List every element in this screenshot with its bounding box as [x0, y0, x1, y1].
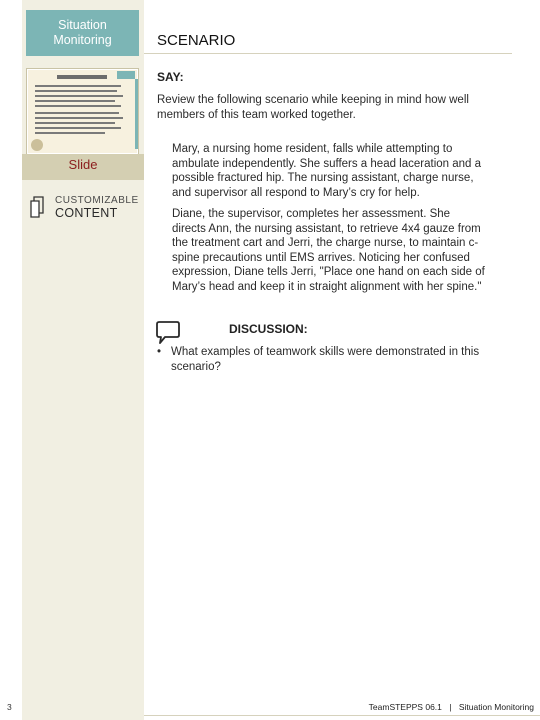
text-line: and supervisor all respond to Mary’s cry for help. [172, 186, 420, 199]
module-badge [26, 10, 139, 56]
customizable-label: CUSTOMIZABLE [55, 195, 139, 206]
header-divider [144, 53, 512, 54]
thumbnail-line [35, 100, 115, 102]
text-line: directs Ann, the nursing assistant, to retrieve 4x4 gauze from [172, 222, 481, 235]
thumbnail-line [35, 112, 119, 114]
slide-label: Slide [22, 154, 144, 180]
thumbnail-line [35, 85, 121, 87]
thumbnail-line [35, 105, 121, 107]
thumbnail-line [35, 117, 123, 119]
thumbnail-title-bar [57, 75, 107, 79]
content-label: CONTENT [55, 206, 118, 220]
text-line: ambulate independently. She suffers a head laceration and a [172, 157, 482, 170]
footer [369, 702, 534, 712]
page-number: 3 [7, 702, 12, 712]
slide-thumbnail-image [26, 68, 139, 155]
say-label: SAY: [157, 70, 184, 84]
footer-module: Situation Monitoring [458, 702, 534, 712]
document-icon [30, 196, 46, 218]
thumbnail-line [35, 122, 115, 124]
scenario-paragraph-1 [172, 142, 512, 200]
text-line: Diane, the supervisor, completes her assessment. She [172, 208, 451, 220]
intro-paragraph [157, 93, 512, 122]
footer-brand: TeamSTEPPS 06.1 [368, 702, 442, 712]
thumbnail-line [35, 90, 117, 92]
thumbnail-line [35, 127, 121, 129]
discussion-label: DISCUSSION: [229, 322, 308, 336]
thumbnail-line [35, 95, 123, 97]
text-line: members of this team worked together. [157, 108, 356, 121]
text-line: What examples of teamwork skills were demonstrated in this [171, 346, 480, 358]
badge-line-2: Monitoring [53, 33, 112, 47]
footer-divider [144, 715, 540, 716]
badge-line-1: Situation [58, 18, 107, 32]
thumbnail-logo [31, 139, 43, 151]
speech-bubble-icon [156, 320, 180, 346]
thumbnail-side-bar [135, 79, 138, 149]
text-line: the treatment cart and Jerri, the charge nurse, to maintain c- [172, 237, 479, 249]
text-line: Mary’s head and keep it in straight alignment with her spine." [172, 280, 482, 293]
text-line: Mary, a nursing home resident, falls while attempting to [172, 143, 453, 155]
scenario-paragraph-2 [172, 207, 512, 294]
text-line: possible fractured hip. The nursing assistant, charge nurse, [172, 172, 474, 184]
thumbnail-line [35, 132, 105, 134]
page-title: SCENARIO [157, 32, 236, 49]
bullet-mark: • [157, 346, 162, 358]
text-line: spine precautions until EMS arrives. Noticing her confused [172, 251, 470, 264]
text-line: Review the following scenario while keeping in mind how well [157, 94, 469, 106]
text-line: scenario? [171, 360, 221, 373]
footer-separator: | [449, 702, 452, 712]
discussion-question [171, 345, 501, 374]
text-line: expression, Diane tells Jerri, "Place one hand on each side of [172, 266, 485, 278]
thumbnail-tag [117, 71, 135, 79]
